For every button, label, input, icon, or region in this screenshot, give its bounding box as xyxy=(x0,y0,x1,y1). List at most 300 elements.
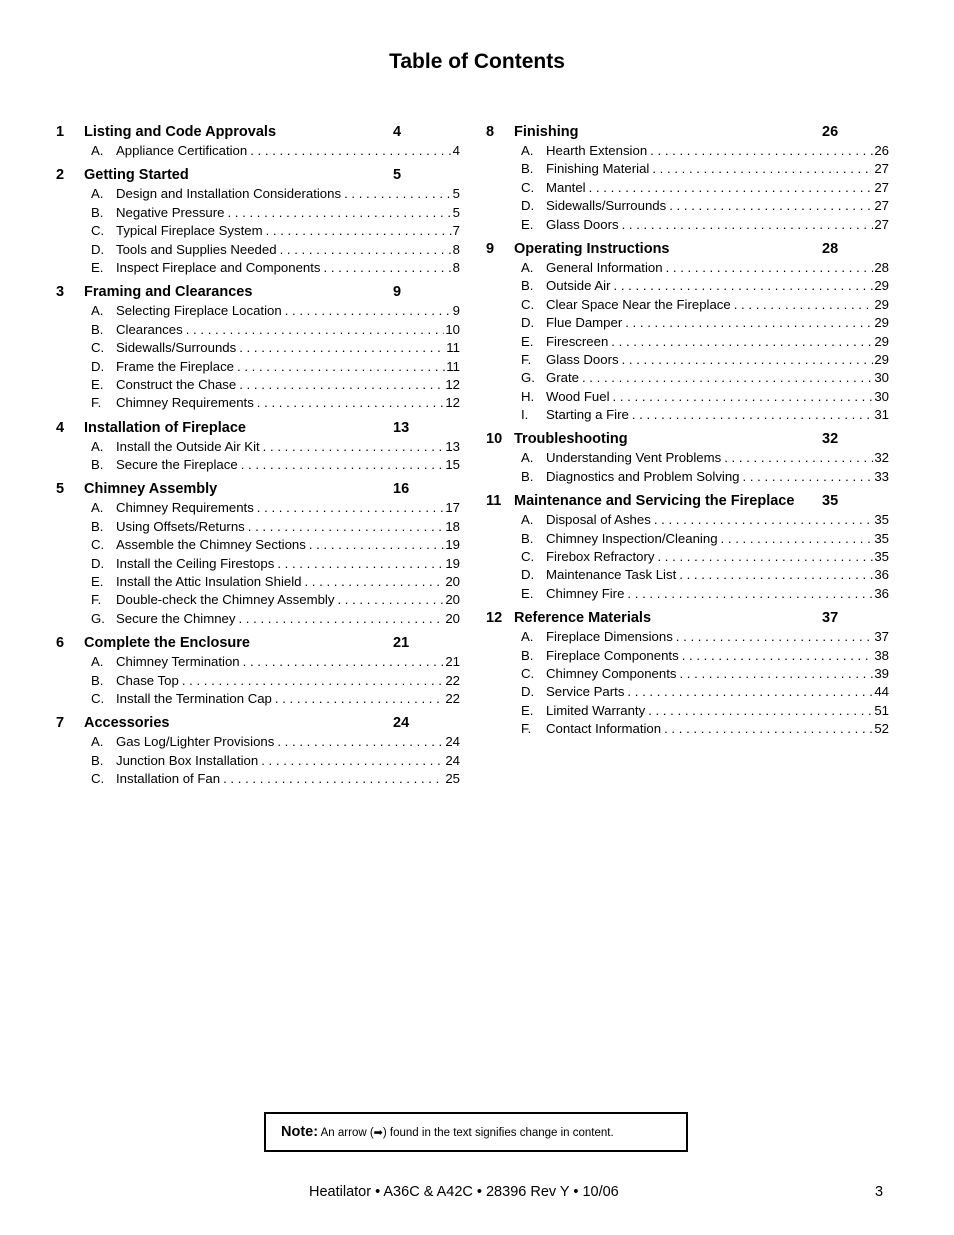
dot-leader xyxy=(654,511,874,529)
entry-page: 37 xyxy=(874,629,889,645)
entry-letter: A. xyxy=(521,259,534,275)
entry-letter: D. xyxy=(521,315,535,331)
entry-line xyxy=(116,321,460,339)
entry-title: Construct the Chase xyxy=(116,376,237,392)
entry-letter: B. xyxy=(91,321,104,337)
entry-line xyxy=(116,518,460,536)
entry-line xyxy=(116,672,460,690)
dot-leader xyxy=(277,555,444,573)
section-number: 9 xyxy=(486,240,495,257)
toc-entry xyxy=(486,314,889,332)
entry-line xyxy=(546,720,889,738)
dot-leader xyxy=(275,690,444,708)
section-heading xyxy=(56,418,460,438)
dot-leader xyxy=(622,351,874,369)
toc-entry xyxy=(486,683,889,701)
entry-letter: E. xyxy=(91,259,104,275)
entry-letter: C. xyxy=(521,296,535,312)
entry-line xyxy=(116,591,460,609)
entry-title: Sidewalls/Surrounds xyxy=(546,198,667,214)
entry-line xyxy=(116,610,460,628)
section-page: 13 xyxy=(393,419,410,436)
entry-letter: F. xyxy=(91,395,102,411)
entry-line xyxy=(546,683,889,701)
entry-letter: A. xyxy=(91,734,104,750)
entry-line xyxy=(546,665,889,683)
section-number: 6 xyxy=(56,635,65,652)
toc-entry xyxy=(56,690,460,708)
toc-entry xyxy=(486,296,889,314)
entry-line xyxy=(546,179,889,197)
dot-leader xyxy=(650,142,873,160)
entry-title: Chimney Components xyxy=(546,665,677,681)
toc-column-right xyxy=(486,122,889,744)
entry-page: 24 xyxy=(445,752,460,768)
section-number: 12 xyxy=(486,610,503,627)
toc-entry xyxy=(56,573,460,591)
entry-letter: B. xyxy=(521,530,534,546)
entry-line xyxy=(546,468,889,486)
entry-line xyxy=(116,499,460,517)
entry-page: 19 xyxy=(445,537,460,553)
entry-letter: G. xyxy=(91,610,105,626)
section-heading xyxy=(56,122,460,142)
dot-leader xyxy=(285,302,452,320)
entry-letter: B. xyxy=(91,204,104,220)
entry-line xyxy=(116,204,460,222)
entry-page: 5 xyxy=(452,186,460,202)
toc-column-left xyxy=(56,122,460,794)
section-page: 21 xyxy=(393,635,410,652)
entry-page: 35 xyxy=(874,530,889,546)
section-page: 9 xyxy=(393,284,402,301)
entry-page: 12 xyxy=(445,395,460,411)
dot-leader xyxy=(337,591,444,609)
entry-line xyxy=(546,530,889,548)
entry-page: 8 xyxy=(452,259,460,275)
entry-line xyxy=(116,358,460,376)
toc-section xyxy=(486,608,889,738)
toc-entry xyxy=(56,653,460,671)
toc-entry xyxy=(56,499,460,517)
entry-line xyxy=(546,647,889,665)
entry-page: 30 xyxy=(874,370,889,386)
dot-leader xyxy=(648,702,873,720)
toc-entry xyxy=(56,142,460,160)
entry-title: Clearances xyxy=(116,321,183,337)
entry-title: Appliance Certification xyxy=(116,143,248,158)
entry-page: 29 xyxy=(874,315,889,331)
entry-title: Fireplace Dimensions xyxy=(546,629,673,645)
entry-page: 30 xyxy=(874,388,889,404)
section-number: 10 xyxy=(486,431,503,448)
toc-entry xyxy=(56,770,460,788)
entry-title: Typical Fireplace System xyxy=(116,223,263,239)
entry-line xyxy=(546,406,889,424)
section-title: Reference Materials xyxy=(514,610,652,627)
toc-entry xyxy=(56,456,460,474)
dot-leader xyxy=(679,665,873,683)
section-heading xyxy=(486,122,889,142)
dot-leader xyxy=(666,259,874,277)
section-page: 24 xyxy=(393,715,410,732)
entry-letter: A. xyxy=(521,629,534,645)
entry-letter: C. xyxy=(521,179,535,195)
entry-page: 26 xyxy=(874,143,889,158)
entry-page: 10 xyxy=(445,321,460,337)
dot-leader xyxy=(721,530,874,548)
entry-letter: B. xyxy=(91,752,104,768)
toc-entry xyxy=(56,610,460,628)
dot-leader xyxy=(239,339,445,357)
section-page: 32 xyxy=(822,431,839,448)
entry-letter: C. xyxy=(521,665,535,681)
section-heading xyxy=(486,491,889,511)
toc-entry xyxy=(486,566,889,584)
entry-line xyxy=(546,388,889,406)
entry-line xyxy=(116,573,460,591)
entry-letter: B. xyxy=(521,161,534,177)
entry-letter: B. xyxy=(91,672,104,688)
entry-page: 11 xyxy=(446,358,460,374)
entry-line xyxy=(546,333,889,351)
entry-page: 19 xyxy=(445,555,460,571)
dot-leader xyxy=(657,548,873,566)
footer-document-info: Heatilator • A36C & A42C • 28396 Rev Y • 10/06 xyxy=(309,1184,619,1200)
section-heading xyxy=(56,282,460,302)
entry-page: 12 xyxy=(445,376,460,392)
entry-line xyxy=(116,456,460,474)
entry-letter: A. xyxy=(521,450,534,466)
toc-entry xyxy=(486,216,889,234)
entry-title: Secure the Chimney xyxy=(116,610,236,626)
entry-page: 44 xyxy=(874,684,889,700)
entry-line xyxy=(546,216,889,234)
entry-title: Install the Outside Air Kit xyxy=(116,438,260,454)
entry-page: 52 xyxy=(874,721,889,737)
toc-entry xyxy=(486,511,889,529)
section-title: Listing and Code Approvals xyxy=(84,124,277,140)
toc-entry xyxy=(486,179,889,197)
toc-entry xyxy=(486,665,889,683)
entry-title: Finishing Material xyxy=(546,161,650,177)
dot-leader xyxy=(724,449,873,467)
toc-section xyxy=(56,479,460,628)
entry-page: 38 xyxy=(874,647,889,663)
toc-entry xyxy=(486,628,889,646)
page-title: Table of Contents xyxy=(389,50,565,73)
entry-line xyxy=(546,585,889,603)
entry-title: Assemble the Chimney Sections xyxy=(116,537,306,553)
dot-leader xyxy=(182,672,445,690)
entry-page: 22 xyxy=(445,690,460,706)
entry-letter: H. xyxy=(521,388,535,404)
section-number: 3 xyxy=(56,284,65,301)
entry-line xyxy=(546,566,889,584)
entry-line xyxy=(116,376,460,394)
entry-letter: B. xyxy=(91,457,104,473)
entry-title: Clear Space Near the Fireplace xyxy=(546,296,731,312)
entry-line xyxy=(546,702,889,720)
dot-leader xyxy=(257,394,445,412)
section-title: Operating Instructions xyxy=(514,240,670,257)
entry-page: 15 xyxy=(445,457,460,473)
entry-letter: A. xyxy=(91,186,104,202)
toc-entry xyxy=(56,591,460,609)
entry-line xyxy=(116,438,460,456)
dot-leader xyxy=(625,314,873,332)
entry-letter: B. xyxy=(521,468,534,484)
entry-page: 28 xyxy=(874,259,889,275)
entry-line xyxy=(546,197,889,215)
entry-line xyxy=(546,142,889,160)
toc-entry xyxy=(56,321,460,339)
toc-entry xyxy=(486,259,889,277)
entry-page: 36 xyxy=(874,585,889,601)
dot-leader xyxy=(324,259,452,277)
entry-letter: F. xyxy=(521,721,532,737)
toc-entry xyxy=(486,702,889,720)
entry-title: Chimney Requirements xyxy=(116,500,254,516)
entry-line xyxy=(546,628,889,646)
entry-page: 13 xyxy=(445,438,460,454)
dot-leader xyxy=(589,179,874,197)
entry-title: Maintenance Task List xyxy=(546,567,677,583)
toc-entry xyxy=(486,548,889,566)
section-title: Finishing xyxy=(514,124,579,140)
entry-letter: G. xyxy=(521,370,535,386)
entry-letter: A. xyxy=(91,143,104,158)
note-text-after: ) found in the text signifies change in content. xyxy=(382,1127,614,1139)
dot-leader xyxy=(261,752,444,770)
entry-letter: B. xyxy=(521,647,534,663)
entry-title: General Information xyxy=(546,259,663,275)
entry-line xyxy=(546,511,889,529)
entry-page: 20 xyxy=(445,592,460,608)
section-title: Chimney Assembly xyxy=(84,481,218,498)
toc-entry xyxy=(486,585,889,603)
entry-page: 51 xyxy=(874,702,889,718)
section-title: Maintenance and Servicing the Fireplace xyxy=(514,493,795,510)
entry-letter: C. xyxy=(91,690,105,706)
note-content xyxy=(281,1124,614,1140)
entry-line xyxy=(116,555,460,573)
dot-leader xyxy=(632,406,874,424)
entry-letter: B. xyxy=(521,278,534,294)
section-heading xyxy=(56,633,460,653)
entry-page: 8 xyxy=(452,241,460,257)
note-box xyxy=(264,1112,688,1152)
entry-page: 32 xyxy=(874,450,889,466)
entry-title: Chimney Termination xyxy=(116,654,240,670)
section-heading xyxy=(486,608,889,628)
entry-page: 27 xyxy=(874,179,889,195)
entry-page: 29 xyxy=(874,333,889,349)
toc-entry xyxy=(486,647,889,665)
entry-letter: C. xyxy=(91,771,105,787)
entry-line xyxy=(546,259,889,277)
entry-letter: A. xyxy=(91,654,104,670)
dot-leader xyxy=(743,468,874,486)
entry-title: Glass Doors xyxy=(546,216,619,232)
entry-title: Chimney Inspection/Cleaning xyxy=(546,530,718,546)
dot-leader xyxy=(664,720,873,738)
section-title: Complete the Enclosure xyxy=(84,635,250,652)
section-heading xyxy=(56,713,460,733)
entry-page: 20 xyxy=(445,574,460,590)
dot-leader xyxy=(257,499,445,517)
dot-leader xyxy=(239,376,444,394)
toc-entry xyxy=(56,518,460,536)
entry-page: 27 xyxy=(874,216,889,232)
note-text-before: An arrow ( xyxy=(320,1127,374,1139)
toc-entry xyxy=(56,339,460,357)
dot-leader xyxy=(344,185,452,203)
entry-line xyxy=(116,259,460,277)
toc-entry xyxy=(486,720,889,738)
section-number: 1 xyxy=(56,124,65,140)
entry-title: Diagnostics and Problem Solving xyxy=(546,468,740,484)
toc-section xyxy=(56,713,460,788)
entry-line xyxy=(116,185,460,203)
toc-entry xyxy=(486,468,889,486)
entry-page: 7 xyxy=(452,223,460,239)
toc-section xyxy=(486,239,889,425)
toc-entry xyxy=(56,536,460,554)
entry-title: Secure the Fireplace xyxy=(116,457,238,473)
entry-letter: F. xyxy=(91,592,102,608)
dot-leader xyxy=(280,241,452,259)
toc-entry xyxy=(56,259,460,277)
dot-leader xyxy=(250,142,451,160)
toc-section xyxy=(56,418,460,475)
entry-title: Design and Installation Considerations xyxy=(116,186,342,202)
entry-line xyxy=(546,449,889,467)
entry-page: 9 xyxy=(452,303,460,319)
entry-line xyxy=(546,369,889,387)
dot-leader xyxy=(582,369,873,387)
entry-title: Hearth Extension xyxy=(546,143,648,158)
entry-line xyxy=(116,394,460,412)
dot-leader xyxy=(238,610,444,628)
note-label: Note: xyxy=(281,1124,319,1140)
dot-leader xyxy=(248,518,445,536)
toc-section xyxy=(486,491,889,603)
toc-entry xyxy=(56,204,460,222)
entry-page: 36 xyxy=(874,567,889,583)
entry-page: 5 xyxy=(452,204,460,220)
entry-title: Install the Ceiling Firestops xyxy=(116,555,275,571)
toc-entry xyxy=(486,197,889,215)
dot-leader xyxy=(243,653,445,671)
entry-title: Fireplace Components xyxy=(546,647,679,663)
entry-page: 29 xyxy=(874,296,889,312)
entry-page: 29 xyxy=(874,351,889,367)
toc-entry xyxy=(56,241,460,259)
dot-leader xyxy=(186,321,445,339)
entry-title: Firebox Refractory xyxy=(546,549,655,565)
toc-section xyxy=(56,633,460,708)
entry-page: 29 xyxy=(874,278,889,294)
section-page: 35 xyxy=(822,493,839,510)
section-title: Installation of Fireplace xyxy=(84,419,246,436)
entry-title: Chimney Fire xyxy=(546,585,625,601)
toc-entry xyxy=(56,438,460,456)
entry-title: Outside Air xyxy=(546,278,611,294)
toc-entry xyxy=(56,358,460,376)
toc-entry xyxy=(486,530,889,548)
entry-letter: D. xyxy=(91,241,105,257)
entry-page: 11 xyxy=(446,340,460,356)
toc-section xyxy=(486,429,889,486)
footer-page-number: 3 xyxy=(875,1184,884,1200)
entry-letter: A. xyxy=(91,438,104,454)
section-heading xyxy=(56,479,460,499)
entry-letter: D. xyxy=(91,555,105,571)
entry-letter: C. xyxy=(521,549,535,565)
entry-title: Selecting Fireplace Location xyxy=(116,303,282,319)
toc-entry xyxy=(56,555,460,573)
entry-title: Install the Termination Cap xyxy=(116,690,272,706)
section-number: 4 xyxy=(56,419,65,436)
section-page: 4 xyxy=(393,124,402,140)
toc-entry xyxy=(486,449,889,467)
toc-entry xyxy=(486,406,889,424)
entry-title: Using Offsets/Returns xyxy=(116,518,245,534)
right-arrow-icon: ➡ xyxy=(373,1127,383,1139)
entry-line xyxy=(116,302,460,320)
dot-leader xyxy=(652,160,873,178)
entry-line xyxy=(116,222,460,240)
entry-line xyxy=(546,314,889,332)
entry-letter: A. xyxy=(521,512,534,528)
entry-letter: C. xyxy=(91,340,105,356)
dot-leader xyxy=(263,438,445,456)
entry-letter: E. xyxy=(521,702,534,718)
dot-leader xyxy=(627,585,873,603)
section-title: Getting Started xyxy=(84,167,189,184)
toc-entry xyxy=(486,142,889,160)
entry-page: 27 xyxy=(874,198,889,214)
entry-title: Tools and Supplies Needed xyxy=(116,241,277,257)
entry-line xyxy=(546,277,889,295)
toc-entry xyxy=(486,351,889,369)
entry-letter: A. xyxy=(91,303,104,319)
entry-page: 25 xyxy=(445,771,460,787)
entry-letter: D. xyxy=(521,567,535,583)
entry-title: Double-check the Chimney Assembly xyxy=(116,592,335,608)
section-number: 11 xyxy=(486,493,502,510)
dot-leader xyxy=(611,333,873,351)
entry-line xyxy=(116,770,460,788)
entry-page: 35 xyxy=(874,549,889,565)
entry-title: Disposal of Ashes xyxy=(546,512,651,528)
entry-title: Install the Attic Insulation Shield xyxy=(116,574,302,590)
entry-letter: E. xyxy=(521,333,534,349)
toc-entry xyxy=(56,376,460,394)
entry-title: Chimney Requirements xyxy=(116,395,254,411)
entry-title: Mantel xyxy=(546,179,586,195)
entry-letter: A. xyxy=(91,500,104,516)
entry-letter: E. xyxy=(521,585,534,601)
entry-letter: A. xyxy=(521,143,534,158)
entry-title: Installation of Fan xyxy=(116,771,221,787)
entry-page: 22 xyxy=(445,672,460,688)
entry-line xyxy=(116,142,460,160)
dot-leader xyxy=(223,770,444,788)
entry-title: Chase Top xyxy=(116,672,179,688)
entry-title: Glass Doors xyxy=(546,351,619,367)
